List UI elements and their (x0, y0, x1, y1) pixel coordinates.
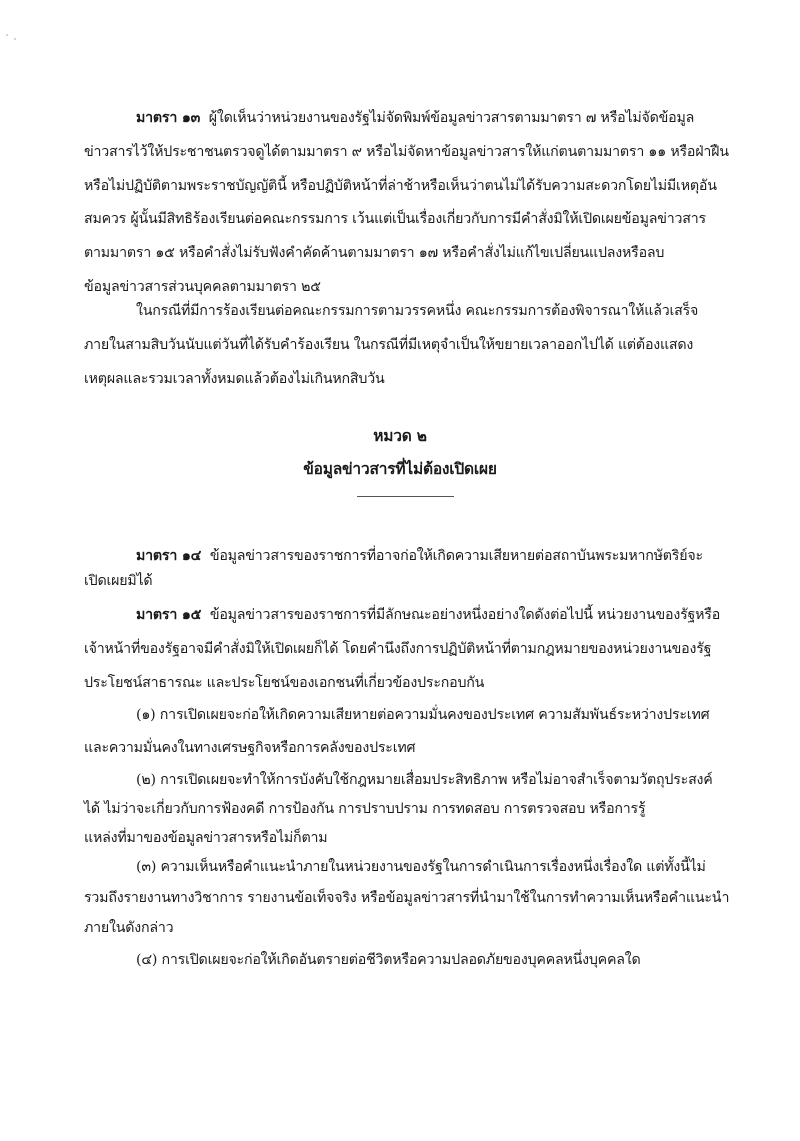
section-13-line-4: สมควร ผู้นั้นมีสิทธิร้องเรียนต่อคณะกรรมการ เว้นแต่เป็นเรื่องเกี่ยวกับการมีคำสั่งมิให้เปิดเผยข้อมูลข่าวสาร (84, 211, 706, 227)
section-15-line-2: เจ้าหน้าที่ของรัฐอาจมีคำสั่งมิให้เปิดเผยก็ได้ โดยคำนึงถึงการปฏิบัติหน้าที่ตามกฎหมายของหน่วยงานของรัฐ (84, 641, 712, 657)
section-15-label: มาตรา ๑๕ (136, 607, 202, 623)
section-13-para2-line-3: เหตุผลและรวมเวลาทั้งหมดแล้วต้องไม่เกินหกสิบวัน (84, 371, 385, 387)
section-14-label: มาตรา ๑๔ (136, 548, 202, 564)
section-15-item-2-line-2: ได้ ไม่ว่าจะเกี่ยวกับการฟ้องคดี การป้องกัน การปราบปราม การทดสอบ การตรวจสอบ หรือการรู้ (84, 801, 646, 817)
scan-speck (6, 34, 8, 36)
section-13-line-2: ข่าวสารไว้ให้ประชาชนตรวจดูได้ตามมาตรา ๙ หรือไม่จัดหาข้อมูลข่าวสารให้แก่ตนตามมาตรา ๑๑ หรือฝ่าฝืน (84, 144, 729, 160)
section-13-line-5: ตามมาตรา ๑๕ หรือคำสั่งไม่รับฟังคำคัดค้านตามมาตรา ๑๗ หรือคำสั่งไม่แก้ไขเปลี่ยนแปลงหรือลบ (84, 245, 665, 261)
section-15-item-3-line-2: รวมถึงรายงานทางวิชาการ รายงานข้อเท็จจริง หรือข้อมูลข่าวสารที่นำมาใช้ในการทำความเห็นหรือคำแนะนำ (84, 890, 730, 906)
section-13-para2-line-2: ภายในสามสิบวันนับแต่วันที่ได้รับคำร้องเรียน ในกรณีที่มีเหตุจำเป็นให้ขยายเวลาออกไปได้ แต่ต้องแสดง (84, 337, 694, 353)
section-13-line-3: หรือไม่ปฏิบัติตามพระราชบัญญัตินี้ หรือปฏิบัติหน้าที่ล่าช้าหรือเห็นว่าตนไม่ได้รับความสะดวกโดยไม่มีเหตุอัน (84, 178, 717, 194)
section-15-text: ข้อมูลข่าวสารของราชการที่มีลักษณะอย่างหนึ่งอย่างใดดังต่อไปนี้ หน่วยงานของรัฐหรือ (209, 607, 721, 623)
section-13-text: ผู้ใดเห็นว่าหน่วยงานของรัฐไม่จัดพิมพ์ข้อมูลข่าวสารตามมาตรา ๗ หรือไม่จัดข้อมูล (208, 110, 695, 126)
section-13-line-6: ข้อมูลข่าวสารส่วนบุคคลตามมาตรา ๒๕ (84, 279, 321, 295)
section-13-line-1 (136, 108, 694, 128)
section-15-line-1 (136, 605, 720, 625)
section-14-text: ข้อมูลข่าวสารของราชการที่อาจก่อให้เกิดความเสียหายต่อสถาบันพระมหากษัตริย์จะ (209, 548, 703, 564)
section-15-item-3-line-1: (๓) ความเห็นหรือคำแนะนำภายในหน่วยงานของรัฐในการดำเนินการเรื่องหนึ่งเรื่องใด แต่ทั้งนี้ไม่ (136, 859, 706, 875)
section-13-para2-line-1: ในกรณีที่มีการร้องเรียนต่อคณะกรรมการตามวรรคหนึ่ง คณะกรรมการต้องพิจารณาให้แล้วเสร็จ (136, 303, 699, 319)
section-15-item-3-line-3: ภายในดังกล่าว (84, 920, 174, 936)
section-15-item-1-line-2: และความมั่นคงในทางเศรษฐกิจหรือการคลังของประเทศ (84, 740, 416, 756)
section-14-line-2: เปิดเผยมิได้ (84, 573, 153, 589)
chapter-divider (357, 496, 454, 497)
section-15-item-4-line-1: (๔) การเปิดเผยจะก่อให้เกิดอันตรายต่อชีวิตหรือความปลอดภัยของบุคคลหนึ่งบุคคลใด (136, 952, 641, 968)
section-15-item-2-line-1: (๒) การเปิดเผยจะทำให้การบังคับใช้กฎหมายเสื่อมประสิทธิภาพ หรือไม่อาจสำเร็จตามวัตถุประสงค์ (136, 772, 713, 788)
chapter-number: หมวด ๒ (373, 426, 427, 445)
section-15-item-2-line-3: แหล่งที่มาของข้อมูลข่าวสารหรือไม่ก็ตาม (84, 830, 328, 846)
section-14-line-1 (136, 546, 703, 566)
section-15-item-1-line-1: (๑) การเปิดเผยจะก่อให้เกิดความเสียหายต่อความมั่นคงของประเทศ ความสัมพันธ์ระหว่างประเทศ (136, 707, 710, 723)
chapter-title: ข้อมูลข่าวสารที่ไม่ต้องเปิดเผย (303, 459, 497, 478)
section-15-line-3: ประโยชน์สาธารณะ และประโยชน์ของเอกชนที่เกี่ยวข้องประกอบกัน (84, 675, 485, 691)
section-13-label: มาตรา ๑๓ (136, 110, 201, 126)
scan-speck (14, 38, 16, 40)
